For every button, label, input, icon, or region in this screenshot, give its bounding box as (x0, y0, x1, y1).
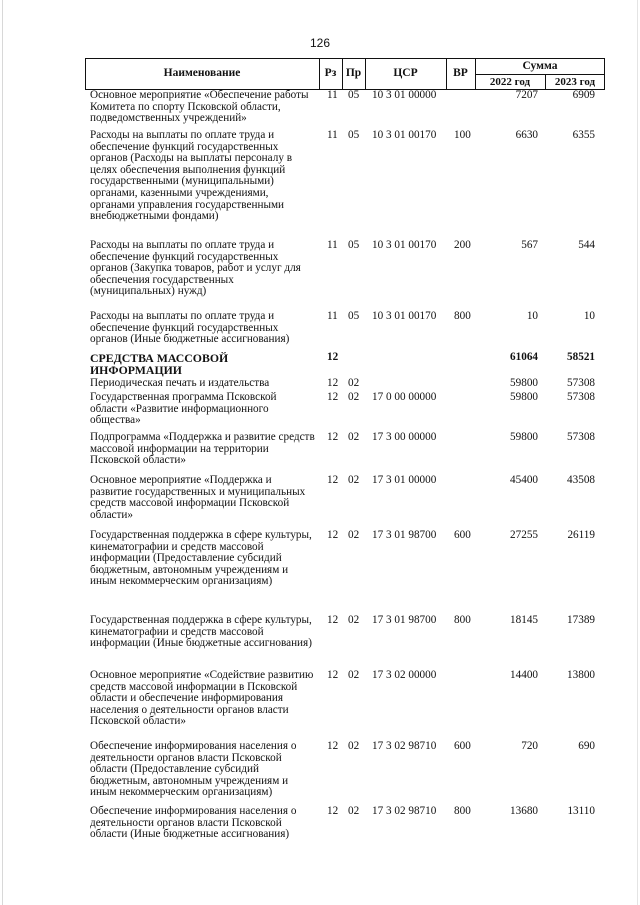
row-pr: 02 (348, 669, 360, 681)
row-csr: 17 3 02 98710 (372, 805, 437, 817)
row-rz: 12 (327, 614, 339, 626)
row-rz: 12 (327, 805, 339, 817)
row-pr: 05 (348, 89, 360, 101)
table-header (85, 58, 605, 90)
row-vr: 600 (454, 740, 471, 752)
row-sum-2023: 57308 (567, 431, 595, 443)
row-sum-2023: 6909 (572, 89, 595, 101)
header-name: Наименование (163, 67, 241, 79)
row-name: Основное мероприятие «Поддержка и развитие государственных и муниципальных средств массовой информации Псковской области» (90, 474, 306, 521)
row-pr: 02 (348, 805, 360, 817)
header-2022: 2022 год (489, 76, 531, 88)
row-vr: 100 (454, 129, 471, 141)
row-pr: 02 (348, 377, 360, 389)
row-sum-2023: 13800 (567, 669, 595, 681)
row-sum-2023: 57308 (567, 391, 595, 403)
header-csr: ЦСР (393, 67, 418, 79)
header-vr: ВР (453, 67, 468, 79)
row-name: Государственная поддержка в сфере культуры, кинематографии и средств массовой информации (Предоставление субсидий бюджетным, автономным учреждениям и иным некоммерческим организациям) (90, 529, 312, 588)
row-sum-2023: 13110 (567, 805, 595, 817)
row-name: Государственная программа Псковской области «Развитие информационного общества» (90, 391, 277, 427)
row-csr: 10 3 01 00170 (372, 239, 437, 251)
row-csr: 17 3 00 00000 (372, 431, 437, 443)
row-rz: 12 (327, 351, 339, 363)
row-rz: 12 (327, 740, 339, 752)
row-sum-2022: 14400 (510, 669, 538, 681)
row-pr: 02 (348, 391, 360, 403)
row-sum-2023: 690 (578, 740, 595, 752)
row-pr: 02 (348, 614, 360, 626)
row-rz: 11 (327, 239, 338, 251)
row-pr: 02 (348, 474, 360, 486)
row-csr: 17 3 01 98700 (372, 529, 437, 541)
row-sum-2022: 567 (521, 239, 538, 251)
row-csr: 10 3 01 00170 (372, 129, 437, 141)
row-rz: 12 (327, 431, 339, 443)
row-rz: 12 (327, 391, 339, 403)
row-csr: 17 3 02 98710 (372, 740, 437, 752)
row-name: Расходы на выплаты по оплате труда и обеспечение функций государственных органов (Иные бюджетные ассигнования) (90, 310, 290, 346)
scan-edge-right (637, 0, 638, 905)
row-pr: 05 (348, 129, 360, 141)
header-2023: 2023 год (554, 76, 596, 88)
row-rz: 12 (327, 529, 339, 541)
row-csr: 17 3 01 00000 (372, 474, 437, 486)
row-sum-2023: 6355 (572, 129, 595, 141)
row-name: Основное мероприятие «Содействие развитию средств массовой информации в Псковской области и обеспечение информирования населения о деятельности органов власти Псковской области» (90, 669, 314, 728)
row-sum-2022: 7207 (515, 89, 538, 101)
row-pr: 05 (348, 310, 360, 322)
row-rz: 12 (327, 377, 339, 389)
row-rz: 12 (327, 669, 339, 681)
row-csr: 17 0 00 00000 (372, 391, 437, 403)
row-sum-2023: 58521 (567, 351, 595, 363)
scan-edge-left (2, 0, 3, 905)
row-csr: 17 3 02 00000 (372, 669, 437, 681)
row-rz: 11 (327, 129, 338, 141)
row-sum-2023: 17389 (567, 614, 595, 626)
row-vr: 200 (454, 239, 471, 251)
row-sum-2022: 27255 (510, 529, 538, 541)
row-pr: 05 (348, 239, 360, 251)
row-sum-2023: 544 (578, 239, 595, 251)
header-sum: Сумма (522, 60, 558, 72)
row-name: СРЕДСТВА МАССОВОЙ ИНФОРМАЦИИ (90, 351, 229, 377)
row-sum-2022: 10 (526, 310, 538, 322)
header-rz: Рз (324, 67, 337, 79)
row-sum-2022: 45400 (510, 474, 538, 486)
row-name: Расходы на выплаты по оплате труда и обеспечение функций государственных органов (Расходы на выплаты персоналу в целях обеспечения выполнения функций государственными (муниципальными) органами, казенными учреждениями, органами управления государственными внебюджетными фондами) (90, 129, 292, 223)
row-name: Периодическая печать и издательства (90, 377, 270, 389)
row-sum-2022: 6630 (515, 129, 538, 141)
row-sum-2022: 59800 (510, 431, 538, 443)
row-pr: 02 (348, 740, 360, 752)
row-pr: 02 (348, 431, 360, 443)
row-sum-2022: 720 (521, 740, 538, 752)
header-pr: Пр (345, 67, 362, 79)
row-sum-2023: 10 (583, 310, 595, 322)
row-name: Подпрограмма «Поддержка и развитие средств массовой информации на территории Псковской области» (90, 431, 315, 467)
row-rz: 12 (327, 474, 339, 486)
row-name: Обеспечение информирования населения о деятельности органов власти Псковской области (Предоставление субсидий бюджетным, автономным учреждениям и иным некоммерческим организациям) (90, 740, 297, 799)
row-name: Государственная поддержка в сфере культуры, кинематографии и средств массовой информации (Иные бюджетные ассигнования) (90, 614, 312, 650)
row-name: Основное мероприятие «Обеспечение работы Комитета по спорту Псковской области, подведомственных учреждений» (90, 89, 309, 125)
row-rz: 11 (327, 89, 338, 101)
row-sum-2022: 59800 (510, 377, 538, 389)
row-sum-2023: 26119 (567, 529, 595, 541)
row-csr: 10 3 01 00170 (372, 310, 437, 322)
row-vr: 800 (454, 310, 471, 322)
row-vr: 600 (454, 529, 471, 541)
row-sum-2023: 43508 (567, 474, 595, 486)
row-sum-2023: 57308 (567, 377, 595, 389)
row-name: Обеспечение информирования населения о деятельности органов власти Псковской области (Иные бюджетные ассигнования) (90, 805, 297, 841)
row-vr: 800 (454, 614, 471, 626)
row-csr: 10 3 01 00000 (372, 89, 437, 101)
row-sum-2022: 59800 (510, 391, 538, 403)
row-sum-2022: 18145 (510, 614, 538, 626)
row-rz: 11 (327, 310, 338, 322)
row-sum-2022: 13680 (510, 805, 538, 817)
row-sum-2022: 61064 (510, 351, 538, 363)
row-vr: 800 (454, 805, 471, 817)
page-number: 126 (309, 36, 331, 50)
row-pr: 02 (348, 529, 360, 541)
row-csr: 17 3 01 98700 (372, 614, 437, 626)
row-name: Расходы на выплаты по оплате труда и обеспечение функций государственных органов (Закупка товаров, работ и услуг для обеспечения государственных (муниципальных) нужд) (90, 239, 301, 298)
